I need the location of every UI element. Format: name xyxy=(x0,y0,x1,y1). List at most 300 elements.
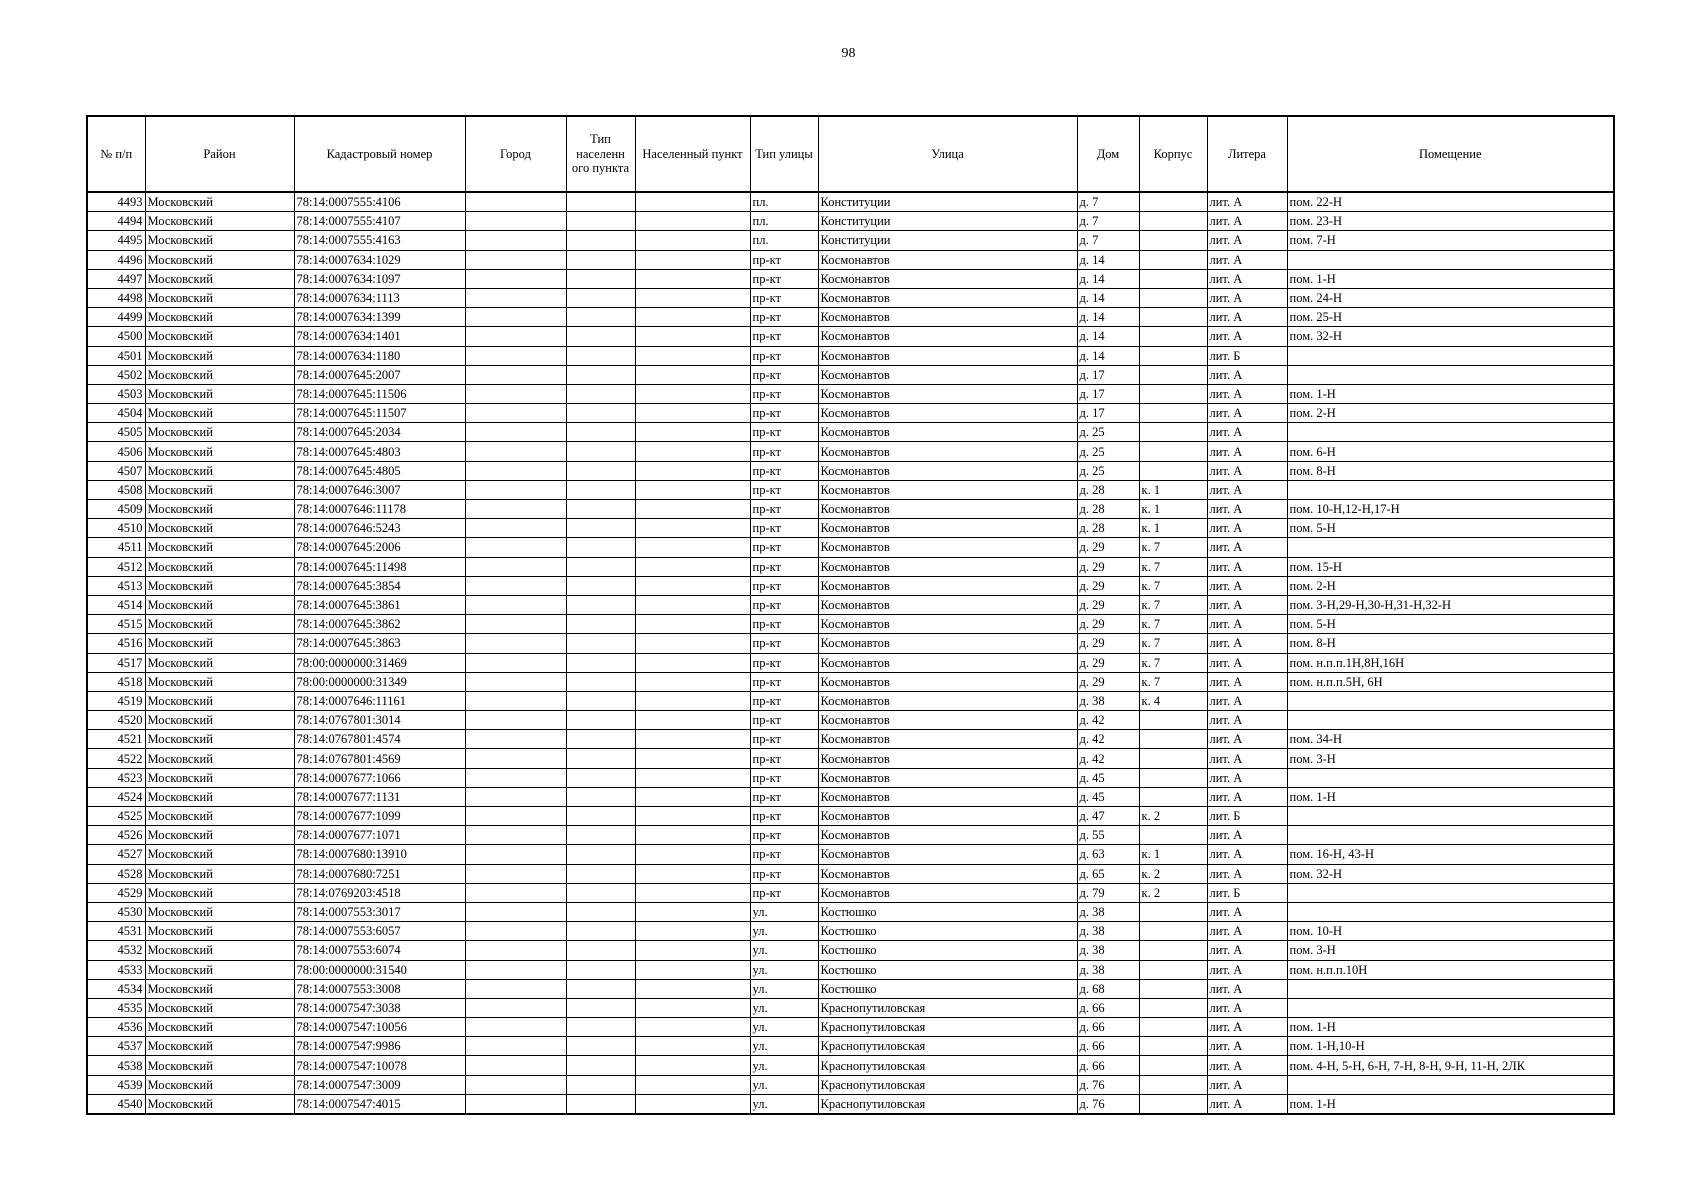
cell-settlement-type xyxy=(566,212,635,231)
cell-cadastral: 78:14:0007634:1097 xyxy=(294,269,465,288)
cell-city xyxy=(465,461,566,480)
cell-city xyxy=(465,192,566,212)
cell-house: д. 45 xyxy=(1077,787,1139,806)
cell-settlement-type xyxy=(566,538,635,557)
cell-city xyxy=(465,1018,566,1037)
cell-cadastral: 78:14:0007645:11498 xyxy=(294,557,465,576)
cell-building xyxy=(1139,749,1207,768)
cell-house: д. 29 xyxy=(1077,653,1139,672)
cell-num: 4507 xyxy=(87,461,145,480)
cell-district: Московский xyxy=(145,1056,294,1075)
cell-street-type: пр-кт xyxy=(750,864,818,883)
cell-num: 4503 xyxy=(87,384,145,403)
cell-settlement-type xyxy=(566,787,635,806)
cell-cadastral: 78:14:0007677:1131 xyxy=(294,787,465,806)
cell-street-type: пр-кт xyxy=(750,615,818,634)
cell-letter: лит. А xyxy=(1207,365,1287,384)
cell-num: 4521 xyxy=(87,730,145,749)
cell-settlement-type xyxy=(566,192,635,212)
cell-letter: лит. А xyxy=(1207,519,1287,538)
cell-cadastral: 78:14:0007680:7251 xyxy=(294,864,465,883)
cell-premises: пом. 1-Н xyxy=(1287,1018,1614,1037)
cell-house: д. 14 xyxy=(1077,346,1139,365)
cell-premises xyxy=(1287,365,1614,384)
cell-letter: лит. А xyxy=(1207,1094,1287,1114)
cell-settlement xyxy=(635,787,750,806)
cell-city xyxy=(465,212,566,231)
cell-letter: лит. А xyxy=(1207,250,1287,269)
cell-settlement xyxy=(635,231,750,250)
cell-cadastral: 78:14:0007634:1401 xyxy=(294,327,465,346)
cell-district: Московский xyxy=(145,346,294,365)
header-house: Дом xyxy=(1077,116,1139,192)
cell-cadastral: 78:14:0007677:1099 xyxy=(294,807,465,826)
cell-letter: лит. А xyxy=(1207,480,1287,499)
cell-premises: пом. н.п.п.10Н xyxy=(1287,960,1614,979)
cell-district: Московский xyxy=(145,998,294,1017)
cell-city xyxy=(465,384,566,403)
cell-city xyxy=(465,480,566,499)
cell-letter: лит. А xyxy=(1207,768,1287,787)
cell-district: Московский xyxy=(145,1037,294,1056)
cell-letter: лит. А xyxy=(1207,1056,1287,1075)
cell-cadastral: 78:14:0007634:1029 xyxy=(294,250,465,269)
cell-premises xyxy=(1287,538,1614,557)
cell-building xyxy=(1139,461,1207,480)
cell-cadastral: 78:14:0007634:1180 xyxy=(294,346,465,365)
cell-letter: лит. А xyxy=(1207,691,1287,710)
cell-house: д. 28 xyxy=(1077,480,1139,499)
cell-district: Московский xyxy=(145,576,294,595)
cell-letter: лит. А xyxy=(1207,615,1287,634)
table-body xyxy=(87,192,1614,1114)
cell-settlement-type xyxy=(566,519,635,538)
cell-num: 4511 xyxy=(87,538,145,557)
cell-building xyxy=(1139,346,1207,365)
cell-premises: пом. 24-Н xyxy=(1287,288,1614,307)
cell-settlement-type xyxy=(566,442,635,461)
cell-building xyxy=(1139,423,1207,442)
cell-cadastral: 78:14:0767801:4569 xyxy=(294,749,465,768)
cell-district: Московский xyxy=(145,480,294,499)
cell-house: д. 17 xyxy=(1077,404,1139,423)
cell-letter: лит. А xyxy=(1207,960,1287,979)
cell-building xyxy=(1139,1018,1207,1037)
table-row xyxy=(87,288,1614,307)
cell-street: Краснопутиловская xyxy=(818,1094,1077,1114)
cell-city xyxy=(465,423,566,442)
cell-district: Московский xyxy=(145,672,294,691)
table-row xyxy=(87,519,1614,538)
cell-district: Московский xyxy=(145,864,294,883)
cell-settlement-type xyxy=(566,883,635,902)
cell-city xyxy=(465,308,566,327)
cell-premises xyxy=(1287,979,1614,998)
cell-settlement xyxy=(635,519,750,538)
cell-house: д. 38 xyxy=(1077,902,1139,921)
cell-num: 4497 xyxy=(87,269,145,288)
cell-num: 4498 xyxy=(87,288,145,307)
cell-num: 4509 xyxy=(87,500,145,519)
cell-cadastral: 78:14:0007645:2007 xyxy=(294,365,465,384)
cell-letter: лит. А xyxy=(1207,672,1287,691)
cell-cadastral: 78:14:0007646:5243 xyxy=(294,519,465,538)
table-row xyxy=(87,787,1614,806)
cell-street-type: пр-кт xyxy=(750,404,818,423)
cell-house: д. 42 xyxy=(1077,711,1139,730)
cell-cadastral: 78:14:0007645:4805 xyxy=(294,461,465,480)
cell-building xyxy=(1139,269,1207,288)
cell-premises: пом. 10-Н,12-Н,17-Н xyxy=(1287,500,1614,519)
cell-house: д. 28 xyxy=(1077,519,1139,538)
cell-num: 4506 xyxy=(87,442,145,461)
table-row xyxy=(87,711,1614,730)
cell-street-type: пр-кт xyxy=(750,711,818,730)
cell-building xyxy=(1139,365,1207,384)
cell-house: д. 14 xyxy=(1077,327,1139,346)
cell-letter: лит. А xyxy=(1207,998,1287,1017)
cell-letter: лит. А xyxy=(1207,730,1287,749)
cell-premises: пом. 3-Н xyxy=(1287,749,1614,768)
cell-letter: лит. А xyxy=(1207,749,1287,768)
cell-street-type: пр-кт xyxy=(750,883,818,902)
cell-building: к. 7 xyxy=(1139,634,1207,653)
cell-settlement-type xyxy=(566,423,635,442)
cell-settlement-type xyxy=(566,941,635,960)
cell-settlement-type xyxy=(566,288,635,307)
cell-letter: лит. А xyxy=(1207,461,1287,480)
table-row xyxy=(87,250,1614,269)
cell-cadastral: 78:14:0769203:4518 xyxy=(294,883,465,902)
cell-num: 4496 xyxy=(87,250,145,269)
cell-letter: лит. А xyxy=(1207,404,1287,423)
table-row xyxy=(87,231,1614,250)
cell-street-type: пр-кт xyxy=(750,250,818,269)
cell-letter: лит. А xyxy=(1207,595,1287,614)
table-row xyxy=(87,807,1614,826)
cell-cadastral: 78:14:0007645:2034 xyxy=(294,423,465,442)
header-premises: Помещение xyxy=(1287,116,1614,192)
cell-settlement-type xyxy=(566,327,635,346)
cell-district: Московский xyxy=(145,442,294,461)
cell-house: д. 79 xyxy=(1077,883,1139,902)
cell-letter: лит. А xyxy=(1207,288,1287,307)
cell-cadastral: 78:00:0000000:31469 xyxy=(294,653,465,672)
cell-settlement-type xyxy=(566,269,635,288)
cell-num: 4529 xyxy=(87,883,145,902)
cell-settlement-type xyxy=(566,922,635,941)
cell-settlement xyxy=(635,327,750,346)
cell-street: Космонавтов xyxy=(818,308,1077,327)
cell-settlement-type xyxy=(566,730,635,749)
cell-city xyxy=(465,826,566,845)
cell-street-type: пр-кт xyxy=(750,538,818,557)
cell-premises: пом. 8-Н xyxy=(1287,461,1614,480)
cell-cadastral: 78:14:0007645:11506 xyxy=(294,384,465,403)
cell-house: д. 38 xyxy=(1077,922,1139,941)
table-row xyxy=(87,1056,1614,1075)
cell-house: д. 28 xyxy=(1077,500,1139,519)
cell-num: 4495 xyxy=(87,231,145,250)
cell-house: д. 66 xyxy=(1077,1018,1139,1037)
cell-num: 4501 xyxy=(87,346,145,365)
cell-district: Московский xyxy=(145,960,294,979)
cell-cadastral: 78:14:0007645:11507 xyxy=(294,404,465,423)
cell-num: 4504 xyxy=(87,404,145,423)
cell-num: 4516 xyxy=(87,634,145,653)
cell-letter: лит. А xyxy=(1207,538,1287,557)
cell-street-type: ул. xyxy=(750,998,818,1017)
cell-letter: лит. А xyxy=(1207,557,1287,576)
cell-cadastral: 78:14:0007645:3862 xyxy=(294,615,465,634)
cell-house: д. 7 xyxy=(1077,231,1139,250)
cell-num: 4512 xyxy=(87,557,145,576)
cell-street-type: ул. xyxy=(750,941,818,960)
cell-settlement-type xyxy=(566,308,635,327)
cell-num: 4540 xyxy=(87,1094,145,1114)
cell-building xyxy=(1139,787,1207,806)
cell-settlement-type xyxy=(566,346,635,365)
cell-city xyxy=(465,288,566,307)
header-street-type: Тип улицы xyxy=(750,116,818,192)
cell-city xyxy=(465,941,566,960)
cell-street: Космонавтов xyxy=(818,500,1077,519)
cell-cadastral: 78:14:0007553:6057 xyxy=(294,922,465,941)
cell-house: д. 14 xyxy=(1077,269,1139,288)
cell-street: Краснопутиловская xyxy=(818,1037,1077,1056)
cell-premises: пом. 16-Н, 43-Н xyxy=(1287,845,1614,864)
cell-settlement xyxy=(635,1094,750,1114)
table-row xyxy=(87,480,1614,499)
table-row xyxy=(87,500,1614,519)
cell-district: Московский xyxy=(145,327,294,346)
cell-building xyxy=(1139,902,1207,921)
cell-street: Костюшко xyxy=(818,979,1077,998)
cell-street-type: пр-кт xyxy=(750,500,818,519)
cell-house: д. 29 xyxy=(1077,615,1139,634)
cell-settlement xyxy=(635,1018,750,1037)
cell-cadastral: 78:14:0007547:10056 xyxy=(294,1018,465,1037)
cell-street-type: пр-кт xyxy=(750,269,818,288)
table-row xyxy=(87,1018,1614,1037)
cell-building: к. 4 xyxy=(1139,691,1207,710)
cell-building xyxy=(1139,231,1207,250)
cell-city xyxy=(465,1056,566,1075)
cell-premises xyxy=(1287,711,1614,730)
table-row xyxy=(87,1094,1614,1114)
cell-settlement-type xyxy=(566,1018,635,1037)
table-row xyxy=(87,749,1614,768)
cell-building xyxy=(1139,826,1207,845)
cell-num: 4514 xyxy=(87,595,145,614)
cell-city xyxy=(465,327,566,346)
cell-letter: лит. А xyxy=(1207,423,1287,442)
cell-num: 4526 xyxy=(87,826,145,845)
cell-letter: лит. А xyxy=(1207,1037,1287,1056)
cell-settlement-type xyxy=(566,1056,635,1075)
cell-settlement-type xyxy=(566,461,635,480)
cell-settlement xyxy=(635,1037,750,1056)
cell-num: 4536 xyxy=(87,1018,145,1037)
cell-street-type: пр-кт xyxy=(750,384,818,403)
cell-district: Московский xyxy=(145,653,294,672)
cell-building xyxy=(1139,1037,1207,1056)
table-row xyxy=(87,960,1614,979)
cell-premises: пом. 22-Н xyxy=(1287,192,1614,212)
cell-street-type: пр-кт xyxy=(750,480,818,499)
cell-street: Конституции xyxy=(818,231,1077,250)
cell-num: 4534 xyxy=(87,979,145,998)
cell-street: Космонавтов xyxy=(818,365,1077,384)
cell-street: Космонавтов xyxy=(818,576,1077,595)
cell-premises: пом. 8-Н xyxy=(1287,634,1614,653)
cell-settlement-type xyxy=(566,691,635,710)
table-row xyxy=(87,404,1614,423)
cell-cadastral: 78:14:0767801:3014 xyxy=(294,711,465,730)
cell-district: Московский xyxy=(145,384,294,403)
cell-letter: лит. А xyxy=(1207,192,1287,212)
table-row xyxy=(87,922,1614,941)
cell-city xyxy=(465,787,566,806)
cell-settlement xyxy=(635,691,750,710)
cell-settlement-type xyxy=(566,384,635,403)
cell-city xyxy=(465,269,566,288)
cell-cadastral: 78:14:0007677:1066 xyxy=(294,768,465,787)
cell-cadastral: 78:00:0000000:31540 xyxy=(294,960,465,979)
cell-num: 4525 xyxy=(87,807,145,826)
cell-street: Космонавтов xyxy=(818,634,1077,653)
table-row xyxy=(87,615,1614,634)
table-row xyxy=(87,442,1614,461)
cell-settlement xyxy=(635,807,750,826)
cell-city xyxy=(465,711,566,730)
cell-cadastral: 78:14:0007680:13910 xyxy=(294,845,465,864)
cell-premises: пом. 1-Н xyxy=(1287,269,1614,288)
cell-street: Космонавтов xyxy=(818,807,1077,826)
cell-house: д. 55 xyxy=(1077,826,1139,845)
cell-city xyxy=(465,1094,566,1114)
cell-house: д. 47 xyxy=(1077,807,1139,826)
cell-letter: лит. А xyxy=(1207,308,1287,327)
cell-num: 4527 xyxy=(87,845,145,864)
cell-num: 4532 xyxy=(87,941,145,960)
cell-premises xyxy=(1287,883,1614,902)
header-district: Район xyxy=(145,116,294,192)
cell-premises: пом. 1-Н xyxy=(1287,384,1614,403)
cell-city xyxy=(465,1075,566,1094)
cell-street: Космонавтов xyxy=(818,730,1077,749)
cell-settlement xyxy=(635,922,750,941)
cell-letter: лит. А xyxy=(1207,1018,1287,1037)
table-row xyxy=(87,308,1614,327)
cell-num: 4535 xyxy=(87,998,145,1017)
cell-settlement-type xyxy=(566,960,635,979)
cell-house: д. 25 xyxy=(1077,442,1139,461)
header-row xyxy=(87,116,1614,192)
cell-building xyxy=(1139,922,1207,941)
cell-premises xyxy=(1287,1075,1614,1094)
cell-num: 4518 xyxy=(87,672,145,691)
cell-district: Московский xyxy=(145,883,294,902)
cell-district: Московский xyxy=(145,1018,294,1037)
cell-street-type: пр-кт xyxy=(750,576,818,595)
header-num: № п/п xyxy=(87,116,145,192)
table-row xyxy=(87,634,1614,653)
table-row xyxy=(87,998,1614,1017)
cell-house: д. 14 xyxy=(1077,250,1139,269)
cell-building xyxy=(1139,1094,1207,1114)
table-row xyxy=(87,864,1614,883)
cell-settlement-type xyxy=(566,365,635,384)
table-row xyxy=(87,883,1614,902)
cell-district: Московский xyxy=(145,500,294,519)
cell-district: Московский xyxy=(145,557,294,576)
cell-letter: лит. Б xyxy=(1207,346,1287,365)
cell-premises xyxy=(1287,826,1614,845)
cell-premises: пом. 5-Н xyxy=(1287,519,1614,538)
cell-street: Космонавтов xyxy=(818,595,1077,614)
cell-city xyxy=(465,730,566,749)
cell-district: Московский xyxy=(145,269,294,288)
cell-settlement xyxy=(635,346,750,365)
cell-premises: пом. 2-Н xyxy=(1287,404,1614,423)
cell-settlement xyxy=(635,979,750,998)
cell-street: Космонавтов xyxy=(818,288,1077,307)
cell-cadastral: 78:14:0007547:3009 xyxy=(294,1075,465,1094)
cell-letter: лит. А xyxy=(1207,845,1287,864)
cell-settlement-type xyxy=(566,557,635,576)
cell-settlement xyxy=(635,902,750,921)
cell-district: Московский xyxy=(145,1075,294,1094)
cell-building xyxy=(1139,768,1207,787)
cell-street: Космонавтов xyxy=(818,538,1077,557)
cell-building: к. 1 xyxy=(1139,845,1207,864)
cell-premises: пом. 4-Н, 5-Н, 6-Н, 7-Н, 8-Н, 9-Н, 11-Н, 2ЛК xyxy=(1287,1056,1614,1075)
cell-settlement xyxy=(635,749,750,768)
cell-district: Московский xyxy=(145,768,294,787)
cell-cadastral: 78:14:0007645:2006 xyxy=(294,538,465,557)
cell-house: д. 76 xyxy=(1077,1075,1139,1094)
cell-premises: пом. 32-Н xyxy=(1287,327,1614,346)
cell-district: Московский xyxy=(145,979,294,998)
table-row xyxy=(87,192,1614,212)
cell-premises xyxy=(1287,902,1614,921)
cell-num: 4530 xyxy=(87,902,145,921)
cell-house: д. 29 xyxy=(1077,538,1139,557)
cell-street-type: пр-кт xyxy=(750,672,818,691)
cell-premises: пом. 3-Н xyxy=(1287,941,1614,960)
cell-street: Краснопутиловская xyxy=(818,1075,1077,1094)
cell-street: Космонавтов xyxy=(818,423,1077,442)
cell-premises: пом. 3-Н,29-Н,30-Н,31-Н,32-Н xyxy=(1287,595,1614,614)
cell-letter: лит. А xyxy=(1207,231,1287,250)
cell-settlement xyxy=(635,576,750,595)
cell-building xyxy=(1139,404,1207,423)
cell-settlement-type xyxy=(566,979,635,998)
cell-premises xyxy=(1287,250,1614,269)
cell-building xyxy=(1139,442,1207,461)
cell-street: Космонавтов xyxy=(818,404,1077,423)
cell-settlement-type xyxy=(566,404,635,423)
cell-street: Краснопутиловская xyxy=(818,1018,1077,1037)
cell-settlement xyxy=(635,998,750,1017)
cell-building xyxy=(1139,730,1207,749)
cell-district: Московский xyxy=(145,461,294,480)
table-row xyxy=(87,979,1614,998)
cell-district: Московский xyxy=(145,730,294,749)
cell-house: д. 66 xyxy=(1077,1037,1139,1056)
cell-premises xyxy=(1287,691,1614,710)
